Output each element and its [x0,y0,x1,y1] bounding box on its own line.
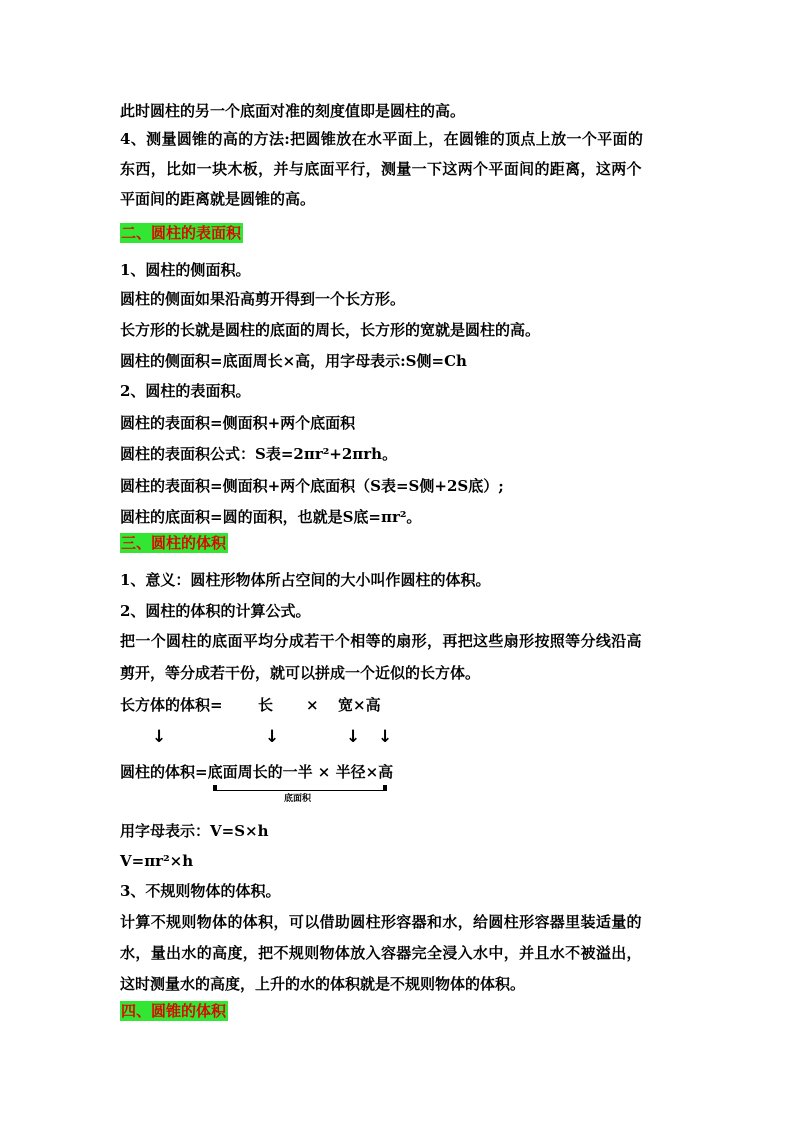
formula-cylinder-volume: 圆柱的体积=底面周长的一半 × 半径×高 [120,763,394,781]
text-line: 计算不规则物体的体积，可以借助圆柱形容器和水，给圆柱形容器里装适量的 [120,913,642,931]
base-area-label: 底面积 [284,794,312,804]
formula-width-height: 宽×高 [338,696,381,714]
section-heading-cone-volume: 四、圆锥的体积 [121,1002,227,1020]
formula-length: 长 [258,696,274,714]
section-heading-volume: 三、圆柱的体积 [121,534,227,552]
text-line: 长方形的长就是圆柱的底面的周长，长方形的宽就是圆柱的高。 [120,321,541,339]
text-line: 1、意义：圆柱形物体所占空间的大小叫作圆柱的体积。 [120,571,491,589]
text-line: 平面间的距离就是圆锥的高。 [120,190,316,208]
section-heading-surface-area: 二、圆柱的表面积 [121,224,242,242]
text-line: 4、测量圆锥的高的方法:把圆锥放在水平面上，在圆锥的顶点上放一个平面的 [120,130,644,148]
formula-cuboid-label: 长方体的体积= [120,696,223,714]
text-line: 圆柱的侧面积=底面周长×高，用字母表示:S侧=Ch [120,352,467,370]
down-arrow-icon: ↓ [265,727,280,747]
text-line: 剪开，等分成若干份，就可以拼成一个近似的长方体。 [120,664,481,682]
text-line: 水，量出水的高度，把不规则物体放入容器完全浸入水中，并且水不被溢出， [120,944,642,962]
text-line: 2、圆柱的体积的计算公式。 [120,602,311,620]
down-arrow-icon: ↓ [378,727,393,747]
text-line: 用字母表示：V=S×h [120,822,269,840]
text-line: 此时圆柱的另一个底面对准的刻度值即是圆柱的高。 [120,102,466,120]
text-line: 这时测量水的高度，上升的水的体积就是不规则物体的体积。 [120,975,526,993]
text-line: 圆柱的侧面如果沿高剪开得到一个长方形。 [120,290,406,308]
down-arrow-icon: ↓ [346,727,361,747]
text-line: 东西，比如一块木板，并与底面平行，测量一下这两个平面间的距离，这两个 [120,160,642,178]
text-line: 3、不规则物体的体积。 [120,882,281,900]
base-area-bracket [213,785,387,791]
formula-times: × [306,696,319,714]
text-line: 圆柱的表面积=侧面积+两个底面积（S表=S侧+2S底）; [120,477,504,495]
text-line: 把一个圆柱的底面平均分成若干个相等的扇形，再把这些扇形按照等分线沿高 [120,632,642,650]
text-line: 圆柱的表面积=侧面积+两个底面积 [120,414,356,432]
text-line: 1、圆柱的侧面积。 [120,261,251,279]
text-line: 圆柱的表面积公式：S表=2πr²+2πrh。 [120,445,398,463]
text-line: 2、圆柱的表面积。 [120,382,251,400]
down-arrow-icon: ↓ [152,727,167,747]
text-line: 圆柱的底面积=圆的面积，也就是S底=πr²。 [120,508,422,526]
text-line: V=πr²×h [120,852,194,870]
